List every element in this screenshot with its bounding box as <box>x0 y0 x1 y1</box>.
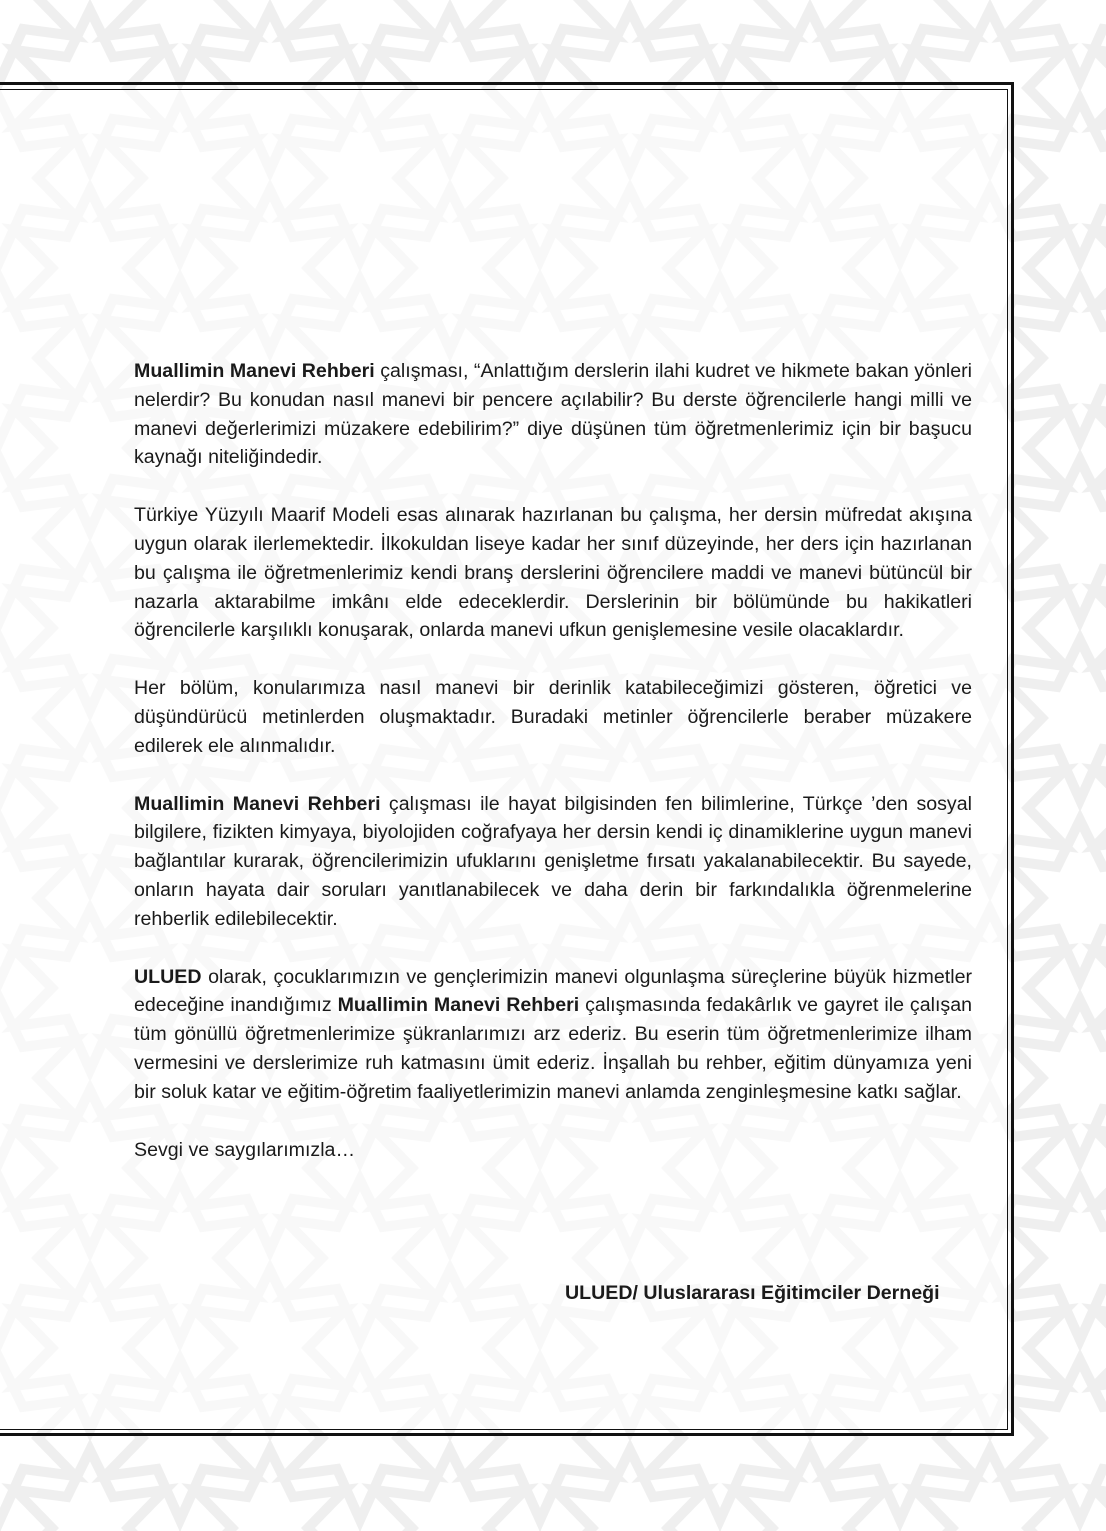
paragraph-3 <box>134 674 972 760</box>
paragraph-4 <box>134 790 972 934</box>
paragraph-5-text-a: olarak, çocuklarımızın ve gençlerimizin manevi olgunlaşma süreçlerine büyük hizmetler edeceğine inandığımız <box>134 965 972 1017</box>
paragraph-2-text: Türkiye Yüzyılı Maarif Modeli esas alınarak hazırlanan bu çalışma, her dersin müfredat akışına uygun olarak ilerlemektedir. İlkokuldan liseye kadar her sınıf düzeyinde, her ders için hazırlanan bu çalışma ile öğretmenlerimiz kendi branş derslerini öğrencilere maddi ve manevi bütüncül bir nazarla aktarabilme imkânı elde edeceklerdir. Derslerinin bir bölümünde bu hakikatleri öğrencilerle karşılıklı konuşarak, onlarda manevi ufkun genişlemesine vesile olacaklardır. <box>134 504 972 642</box>
paragraph-3-text: Her bölüm, konularımıza nasıl manevi bir derinlik katabileceğimizi gösteren, öğretici ve düşündürücü metinlerden oluşmaktadır. Buradaki metinler öğrencilerle beraber müzakere edilerek ele alınmalıdır. <box>134 677 972 757</box>
paragraph-5 <box>134 963 972 1107</box>
title-bold: Muallimin Manevi Rehberi <box>337 994 580 1017</box>
paragraph-4-text: çalışması ile hayat bilgisinden fen bilimlerine, Türkçe ’den sosyal bilgilere, fizikten kimyaya, biyolojiden coğrafyaya her dersin kendi iç dinamiklerine uygun manevi bağlantılar kurarak, öğrencilerimizin ufuklarını genişletme fırsatı yakalanabilecektir. Bu sayede, onların hayata dair soruları yanıtlanabilecek ve daha derin bir farkındalıkla öğrenmelerine rehberlik edilebilecektir. <box>134 792 972 930</box>
letter-body <box>134 357 972 1193</box>
paragraph-1-text: çalışması, “Anlattığım derslerin ilahi kudret ve hikmete bakan yönleri nelerdir? Bu konudan nasıl manevi bir pencere açılabilir? Bu derste öğrencilerle hangi milli ve manevi değerlerimizi müzakere edebilirim?” diye düşünen tüm öğretmenlerimiz için bir başucu kaynağı niteliğindedir. <box>134 360 972 469</box>
paragraph-2 <box>134 501 972 645</box>
paragraph-1 <box>134 357 972 472</box>
paragraph-5-text-b: çalışmasında fedakârlık ve gayret ile çalışan tüm gönüllü öğretmenlerimize şükranlarımızı arz ederiz. Bu eserin tüm öğretmenlerimize ilham vermesini ve derslerimize ruh katmasını ümit ederiz. İnşallah bu rehber, eğitim dünyamıza yeni bir soluk katar ve eğitim-öğretim faaliyetlerimizin manevi anlamda zenginleşmesine katkı sağlar. <box>134 994 972 1103</box>
organization-bold: ULUED <box>134 965 202 988</box>
title-bold: Muallimin Manevi Rehberi <box>134 360 375 382</box>
title-bold: Muallimin Manevi Rehberi <box>134 792 381 815</box>
signature: ULUED/ Uluslararası Eğitimciler Derneği <box>565 1282 940 1304</box>
closing-line: Sevgi ve saygılarımızla… <box>134 1138 356 1161</box>
